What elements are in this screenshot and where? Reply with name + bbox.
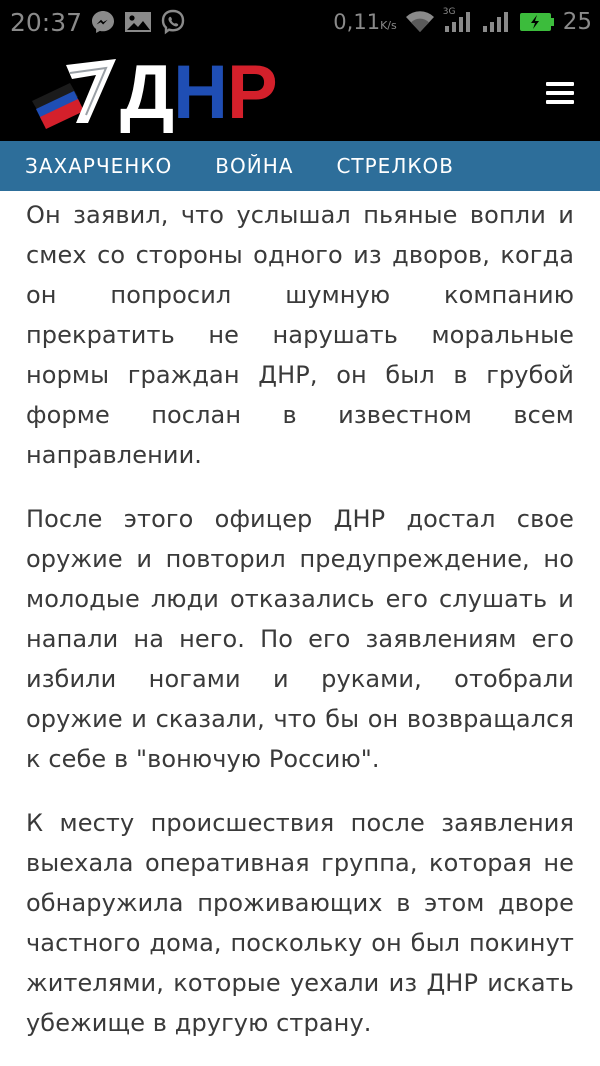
site-logo[interactable] — [26, 49, 277, 135]
logo-letter-2: Н — [173, 49, 228, 135]
article-body — [0, 191, 600, 1043]
hamburger-menu-icon[interactable] — [546, 82, 574, 104]
article-paragraph: После этого офицер ДНР достал свое оружие и повторил предупреждение, но молодые люди отказались его слушать и напали на него. По его заявлениям его избили ногами и руками, отобрали оружие и сказали, что бы он возвращался к себе в "вонючую Россию". — [26, 505, 574, 773]
network-speed-value: 0,11 — [333, 10, 381, 34]
battery-charging-icon — [519, 11, 555, 33]
nav-item-strelkov[interactable]: СТРЕЛКОВ — [336, 154, 455, 178]
status-bar — [0, 0, 600, 44]
signal-icon — [481, 10, 511, 34]
network-speed — [333, 10, 396, 34]
logo-letter-3: Р — [227, 49, 277, 135]
network-type-label: 3G — [442, 7, 456, 17]
nav-item-voina[interactable]: ВОЙНА — [215, 154, 294, 178]
viber-icon — [160, 9, 186, 35]
battery-level: 25 — [562, 9, 592, 35]
menu-bar — [546, 100, 574, 104]
logo-wordmark — [120, 49, 277, 135]
menu-bar — [546, 91, 574, 95]
messenger-icon — [90, 9, 116, 35]
category-nav — [0, 141, 600, 191]
logo-flag-mark-icon — [26, 53, 126, 133]
logo-letter-1: Д — [120, 49, 174, 135]
menu-bar — [546, 82, 574, 86]
gallery-icon — [124, 10, 152, 34]
nav-item-zakharchenko[interactable]: ЗАХАРЧЕНКО — [25, 154, 173, 178]
status-bar-right — [333, 9, 592, 35]
signal-3g-icon — [442, 7, 473, 34]
article-paragraph: Он заявил, что услышал пьяные вопли и смех со стороны одного из дворов, когда он попросил шумную компанию прекратить не нарушать моральные нормы граждан ДНР, он был в грубой форме послан в известном всем направлении. — [26, 201, 574, 469]
network-speed-unit: K/s — [380, 19, 397, 32]
status-bar-left — [10, 8, 186, 37]
site-header — [0, 44, 600, 141]
article-paragraph: К месту происшествия после заявления выехала оперативная группа, которая не обнаружила проживающих в этом дворе частного дома, поскольку он был покинут жителями, которые уехали из ДНР искать убежище в другую страну. — [26, 809, 574, 1037]
wifi-icon — [405, 10, 435, 34]
status-time: 20:37 — [10, 7, 83, 37]
